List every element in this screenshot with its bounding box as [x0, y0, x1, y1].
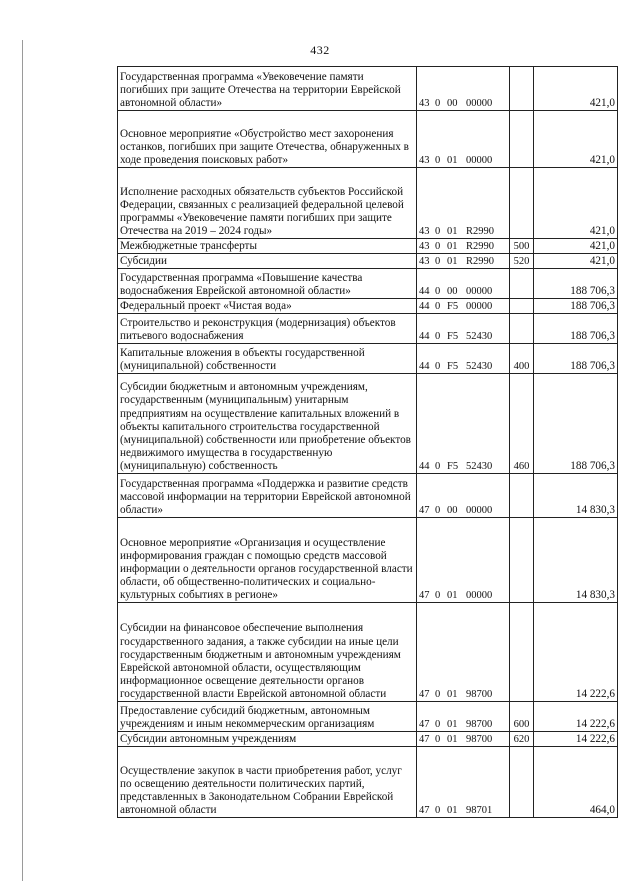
row-name-cell: Строительство и реконструкция (модернизация) объектов питьевого водоснабжения — [118, 314, 417, 344]
table-row — [118, 747, 618, 818]
table-row — [118, 374, 618, 474]
code-segment: R2990 — [466, 240, 495, 252]
row-amount-cell: 188 706,3 — [534, 344, 618, 374]
row-amount-cell: 188 706,3 — [534, 314, 618, 344]
row-amount-cell: 14 830,3 — [534, 518, 618, 603]
row-expense-type-cell: 620 — [510, 732, 534, 747]
row-code-cell — [417, 299, 510, 314]
row-amount-cell: 421,0 — [534, 168, 618, 239]
code-segment: 00000 — [466, 154, 493, 166]
code-segment: 0 — [435, 300, 441, 312]
code-segment: 47 — [419, 504, 430, 516]
row-name-cell: Основное мероприятие «Организация и осуществление информирования граждан с помощью средств массовой информации о деятельности органов государственной власти области, об общественно-политических и социально-культурных событиях в регионе» — [118, 518, 417, 603]
code-segment: 0 — [435, 360, 441, 372]
code-segment: 00000 — [466, 97, 493, 109]
binding-margin-line — [22, 40, 23, 881]
code-segment: 0 — [435, 154, 441, 166]
code-segment: 0 — [435, 688, 441, 700]
table-row — [118, 239, 618, 254]
row-name-cell: Государственная программа «Повышение качества водоснабжения Еврейской автономной области» — [118, 269, 417, 299]
code-segment: 01 — [447, 225, 458, 237]
row-expense-type-cell — [510, 168, 534, 239]
row-code-cell — [417, 747, 510, 818]
code-segment: 44 — [419, 300, 430, 312]
row-expense-type-cell — [510, 314, 534, 344]
row-amount-cell: 14 222,6 — [534, 702, 618, 732]
table-row — [118, 67, 618, 111]
table-row — [118, 168, 618, 239]
code-segment: 44 — [419, 285, 430, 297]
row-name-cell: Федеральный проект «Чистая вода» — [118, 299, 417, 314]
table-row — [118, 254, 618, 269]
code-segment: 00 — [447, 504, 458, 516]
code-segment: 0 — [435, 504, 441, 516]
code-segment: 0 — [435, 285, 441, 297]
row-code-cell — [417, 518, 510, 603]
code-segment: 01 — [447, 255, 458, 267]
code-segment: 98700 — [466, 718, 493, 730]
row-expense-type-cell — [510, 747, 534, 818]
code-segment: 43 — [419, 225, 430, 237]
code-segment: 0 — [435, 589, 441, 601]
code-segment: 98700 — [466, 733, 493, 745]
row-expense-type-cell: 520 — [510, 254, 534, 269]
row-amount-cell: 421,0 — [534, 254, 618, 269]
table-row — [118, 269, 618, 299]
code-segment: 43 — [419, 154, 430, 166]
code-segment: 52430 — [466, 460, 493, 472]
table-row — [118, 314, 618, 344]
row-expense-type-cell — [510, 269, 534, 299]
code-segment: 01 — [447, 688, 458, 700]
code-segment: 44 — [419, 360, 430, 372]
row-code-cell — [417, 67, 510, 111]
row-amount-cell: 188 706,3 — [534, 269, 618, 299]
row-amount-cell: 188 706,3 — [534, 299, 618, 314]
code-segment: 01 — [447, 718, 458, 730]
row-name-cell: Капитальные вложения в объекты государственной (муниципальной) собственности — [118, 344, 417, 374]
code-segment: 0 — [435, 804, 441, 816]
code-segment: 98701 — [466, 804, 493, 816]
code-segment: 44 — [419, 460, 430, 472]
row-code-cell — [417, 269, 510, 299]
row-amount-cell: 14 830,3 — [534, 474, 618, 518]
code-segment: 47 — [419, 589, 430, 601]
code-segment: 00000 — [466, 285, 493, 297]
row-code-cell — [417, 702, 510, 732]
code-segment: 44 — [419, 330, 430, 342]
table-row — [118, 518, 618, 603]
row-code-cell — [417, 732, 510, 747]
code-segment: 98700 — [466, 688, 493, 700]
code-segment: 01 — [447, 804, 458, 816]
page-number: 432 — [310, 43, 330, 57]
code-segment: 00000 — [466, 300, 493, 312]
row-name-cell: Субсидии бюджетным и автономным учреждениям, государственным (муниципальным) унитарным предприятиям на осуществление капитальных вложений в объекты капитального строительства государственной (муниципальной) собственности или приобретение объектов недвижимого имущества в государственную (муниципальную) собственность — [118, 374, 417, 474]
row-expense-type-cell — [510, 518, 534, 603]
code-segment: 01 — [447, 240, 458, 252]
row-expense-type-cell: 400 — [510, 344, 534, 374]
code-segment: 43 — [419, 240, 430, 252]
code-segment: 0 — [435, 460, 441, 472]
table-row — [118, 702, 618, 732]
row-expense-type-cell — [510, 603, 534, 702]
budget-table — [117, 66, 618, 818]
row-name-cell: Предоставление субсидий бюджетным, автономным учреждениям и иным некоммерческим организациям — [118, 702, 417, 732]
row-code-cell — [417, 374, 510, 474]
row-name-cell: Межбюджетные трансферты — [118, 239, 417, 254]
row-amount-cell: 14 222,6 — [534, 603, 618, 702]
row-code-cell — [417, 344, 510, 374]
row-amount-cell: 14 222,6 — [534, 732, 618, 747]
row-amount-cell: 421,0 — [534, 67, 618, 111]
table-row — [118, 732, 618, 747]
row-code-cell — [417, 314, 510, 344]
code-segment: 47 — [419, 688, 430, 700]
row-code-cell — [417, 168, 510, 239]
code-segment: 00 — [447, 97, 458, 109]
code-segment: 0 — [435, 255, 441, 267]
row-code-cell — [417, 239, 510, 254]
code-segment: 0 — [435, 718, 441, 730]
table-row — [118, 111, 618, 168]
code-segment: R2990 — [466, 225, 495, 237]
code-segment: 47 — [419, 718, 430, 730]
row-amount-cell: 188 706,3 — [534, 374, 618, 474]
table-row — [118, 603, 618, 702]
code-segment: 00000 — [466, 504, 493, 516]
row-code-cell — [417, 603, 510, 702]
row-name-cell: Государственная программа «Поддержка и развитие средств массовой информации на территории Еврейской автономной области» — [118, 474, 417, 518]
code-segment: 52430 — [466, 330, 493, 342]
row-expense-type-cell: 460 — [510, 374, 534, 474]
row-amount-cell: 421,0 — [534, 239, 618, 254]
table-row — [118, 344, 618, 374]
code-segment: F5 — [447, 460, 459, 472]
code-segment: 01 — [447, 154, 458, 166]
row-expense-type-cell: 600 — [510, 702, 534, 732]
code-segment: 0 — [435, 330, 441, 342]
code-segment: 43 — [419, 97, 430, 109]
row-code-cell — [417, 254, 510, 269]
code-segment: 47 — [419, 804, 430, 816]
table-row — [118, 474, 618, 518]
code-segment: 52430 — [466, 360, 493, 372]
row-amount-cell: 421,0 — [534, 111, 618, 168]
row-expense-type-cell: 500 — [510, 239, 534, 254]
table-row — [118, 299, 618, 314]
row-name-cell: Исполнение расходных обязательств субъектов Российской Федерации, связанных с реализацией федеральной целевой программы «Увековечение памяти погибших при защите Отечества на 2019 – 2024 годы» — [118, 168, 417, 239]
code-segment: R2990 — [466, 255, 495, 267]
code-segment: 00000 — [466, 589, 493, 601]
row-name-cell: Государственная программа «Увековечение памяти погибших при защите Отечества на территории Еврейской автономной области» — [118, 67, 417, 111]
code-segment: 00 — [447, 285, 458, 297]
row-amount-cell: 464,0 — [534, 747, 618, 818]
code-segment: 0 — [435, 240, 441, 252]
row-name-cell: Основное мероприятие «Обустройство мест захоронения останков, погибших при защите Отечества, обнаруженных в ходе проведения поисковых работ» — [118, 111, 417, 168]
code-segment: 0 — [435, 97, 441, 109]
row-code-cell — [417, 474, 510, 518]
code-segment: F5 — [447, 300, 459, 312]
row-expense-type-cell — [510, 111, 534, 168]
code-segment: 0 — [435, 225, 441, 237]
code-segment: 0 — [435, 733, 441, 745]
code-segment: 01 — [447, 733, 458, 745]
row-name-cell: Осуществление закупок в части приобретения работ, услуг по освещению деятельности политических партий, представленных в Законодательном Собрании Еврейской автономной области — [118, 747, 417, 818]
table-body — [118, 67, 618, 818]
code-segment: 47 — [419, 733, 430, 745]
row-expense-type-cell — [510, 299, 534, 314]
row-expense-type-cell — [510, 474, 534, 518]
row-name-cell: Субсидии — [118, 254, 417, 269]
code-segment: 43 — [419, 255, 430, 267]
row-expense-type-cell — [510, 67, 534, 111]
code-segment: 01 — [447, 589, 458, 601]
code-segment: F5 — [447, 330, 459, 342]
row-code-cell — [417, 111, 510, 168]
code-segment: F5 — [447, 360, 459, 372]
row-name-cell: Субсидии автономным учреждениям — [118, 732, 417, 747]
row-name-cell: Субсидии на финансовое обеспечение выполнения государственного задания, а также субсидии на иные цели государственным бюджетным и автономным учреждениям Еврейской автономной области, осуществляющим информационное освещение деятельности органов государственной власти Еврейской автономной области — [118, 603, 417, 702]
